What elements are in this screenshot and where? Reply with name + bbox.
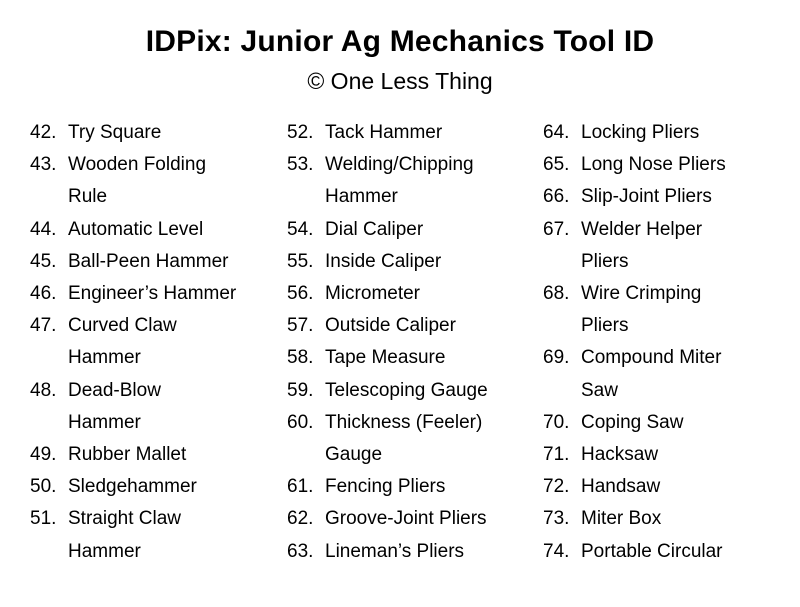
item-label-line: Tack Hammer	[325, 122, 443, 143]
item-label	[325, 503, 527, 535]
item-number: 59.	[287, 379, 314, 401]
item-label-line: Fencing Pliers	[325, 476, 446, 498]
item-label	[325, 246, 527, 278]
list-item	[287, 246, 527, 278]
item-label	[325, 407, 527, 471]
item-number: 43.	[30, 154, 57, 176]
item-number: 73.	[543, 508, 570, 530]
item-label-line: Locking Pliers	[581, 122, 700, 143]
item-label-line: Wire Crimping	[581, 283, 702, 305]
item-number: 66.	[543, 186, 570, 208]
item-number: 46.	[30, 283, 57, 305]
item-label-line: Ball-Peen Hammer	[68, 250, 229, 272]
item-label-line: Hacksaw	[581, 444, 659, 466]
item-label-line: Rubber Mallet	[68, 444, 187, 466]
list-item	[287, 149, 527, 213]
item-number: 61.	[287, 476, 314, 498]
list-item	[30, 149, 270, 213]
list-item	[30, 214, 270, 246]
item-label-line: Inside Caliper	[325, 250, 442, 272]
item-label	[581, 471, 783, 503]
item-label	[581, 407, 783, 439]
page-title: IDPix: Junior Ag Mechanics Tool ID	[145, 25, 655, 58]
item-label	[68, 471, 270, 503]
tool-list-column-3	[543, 117, 783, 568]
item-label-line: Gauge	[325, 444, 383, 466]
list-item	[30, 439, 270, 471]
item-label	[325, 278, 527, 310]
item-label-line: Micrometer	[325, 283, 421, 305]
item-number: 48.	[30, 379, 57, 401]
item-number: 50.	[30, 476, 57, 498]
page-subtitle: © One Less Thing	[307, 68, 493, 94]
item-label-line: Outside Caliper	[325, 315, 456, 337]
list-item	[543, 503, 783, 535]
item-number: 69.	[543, 347, 570, 369]
item-label	[325, 310, 527, 342]
list-item	[30, 117, 270, 149]
item-number: 64.	[543, 122, 570, 143]
item-label-line: Welding/Chipping	[325, 154, 474, 176]
list-item	[543, 278, 783, 342]
list-item	[543, 181, 783, 213]
item-label	[68, 214, 270, 246]
list-item	[30, 375, 270, 439]
item-label	[581, 536, 783, 568]
item-label-line: Hammer	[68, 411, 141, 433]
item-number: 67.	[543, 218, 570, 240]
item-number: 52.	[287, 122, 314, 143]
item-label-line: Lineman’s Pliers	[325, 540, 465, 562]
item-label-line: Dead-Blow	[68, 379, 161, 401]
item-number: 62.	[287, 508, 314, 530]
list-item	[543, 536, 783, 568]
item-label-line: Groove-Joint Pliers	[325, 508, 487, 530]
item-label	[325, 342, 527, 374]
list-item	[287, 536, 527, 568]
item-label	[581, 117, 783, 149]
item-label-line: Tape Measure	[325, 347, 446, 369]
item-number: 56.	[287, 283, 314, 305]
item-label	[325, 149, 527, 213]
item-label-line: Telescoping Gauge	[325, 379, 488, 401]
item-label-line: Pliers	[581, 315, 629, 337]
item-label	[581, 214, 783, 278]
item-label	[68, 503, 270, 567]
item-label-line: Engineer’s Hammer	[68, 283, 237, 305]
item-label-line: Coping Saw	[581, 411, 684, 433]
item-label-line: Rule	[68, 186, 108, 208]
list-item	[30, 471, 270, 503]
list-item	[543, 471, 783, 503]
item-number: 45.	[30, 250, 57, 272]
item-label-line: Straight Claw	[68, 508, 181, 530]
item-label	[581, 278, 783, 342]
list-item	[543, 439, 783, 471]
item-label	[581, 439, 783, 471]
item-label	[68, 375, 270, 439]
item-number: 47.	[30, 315, 57, 337]
item-label-line: Hammer	[325, 186, 398, 208]
list-item	[543, 149, 783, 181]
item-number: 54.	[287, 218, 314, 240]
item-label	[325, 471, 527, 503]
list-item	[30, 246, 270, 278]
item-number: 42.	[30, 122, 57, 143]
item-number: 74.	[543, 540, 570, 562]
item-label-line: Portable Circular	[581, 540, 723, 562]
item-label	[581, 149, 783, 181]
tool-list-column-2	[287, 117, 527, 568]
list-item	[543, 214, 783, 278]
list-item	[287, 407, 527, 471]
item-label	[581, 503, 783, 535]
item-label-line: Slip-Joint Pliers	[581, 186, 712, 208]
item-label-line: Hammer	[68, 347, 141, 369]
item-label-line: Compound Miter	[581, 347, 722, 369]
item-number: 68.	[543, 283, 570, 305]
list-item	[287, 471, 527, 503]
item-number: 49.	[30, 444, 57, 466]
item-number: 58.	[287, 347, 314, 369]
item-number: 63.	[287, 540, 314, 562]
item-number: 70.	[543, 411, 570, 433]
item-number: 60.	[287, 411, 314, 433]
item-number: 65.	[543, 154, 570, 176]
list-item	[287, 375, 527, 407]
item-label-line: Welder Helper	[581, 218, 703, 240]
item-label-line: Sledgehammer	[68, 476, 197, 498]
item-number: 44.	[30, 218, 57, 240]
item-label	[325, 536, 527, 568]
item-number: 57.	[287, 315, 314, 337]
item-number: 55.	[287, 250, 314, 272]
list-item	[543, 117, 783, 149]
item-label-line: Automatic Level	[68, 218, 204, 240]
list-item	[30, 310, 270, 374]
list-item	[543, 407, 783, 439]
item-label-line: Try Square	[68, 122, 162, 143]
item-number: 51.	[30, 508, 57, 530]
item-label	[325, 214, 527, 246]
tool-list-column-1	[30, 117, 270, 568]
item-label	[68, 149, 270, 213]
list-item	[543, 342, 783, 406]
list-item	[287, 278, 527, 310]
item-label	[68, 246, 270, 278]
list-item	[30, 278, 270, 310]
list-item	[287, 214, 527, 246]
list-item	[30, 503, 270, 567]
item-label-line: Miter Box	[581, 508, 662, 530]
item-label-line: Dial Caliper	[325, 218, 424, 240]
item-label-line: Wooden Folding	[68, 154, 207, 176]
item-label-line: Hammer	[68, 540, 141, 562]
item-number: 72.	[543, 476, 570, 498]
item-label	[325, 117, 527, 149]
list-item	[287, 503, 527, 535]
item-label	[581, 342, 783, 406]
item-label-line: Pliers	[581, 250, 629, 272]
item-label	[68, 117, 270, 149]
item-label-line: Long Nose Pliers	[581, 154, 726, 176]
list-item	[287, 310, 527, 342]
item-label-line: Thickness (Feeler)	[325, 411, 483, 433]
item-label	[68, 310, 270, 374]
item-label	[325, 375, 527, 407]
item-label-line: Saw	[581, 379, 618, 401]
item-number: 53.	[287, 154, 314, 176]
item-label	[581, 181, 783, 213]
item-number: 71.	[543, 444, 570, 466]
list-item	[287, 342, 527, 374]
list-item	[287, 117, 527, 149]
item-label	[68, 439, 270, 471]
item-label	[68, 278, 270, 310]
item-label-line: Curved Claw	[68, 315, 177, 337]
item-label-line: Handsaw	[581, 476, 661, 498]
